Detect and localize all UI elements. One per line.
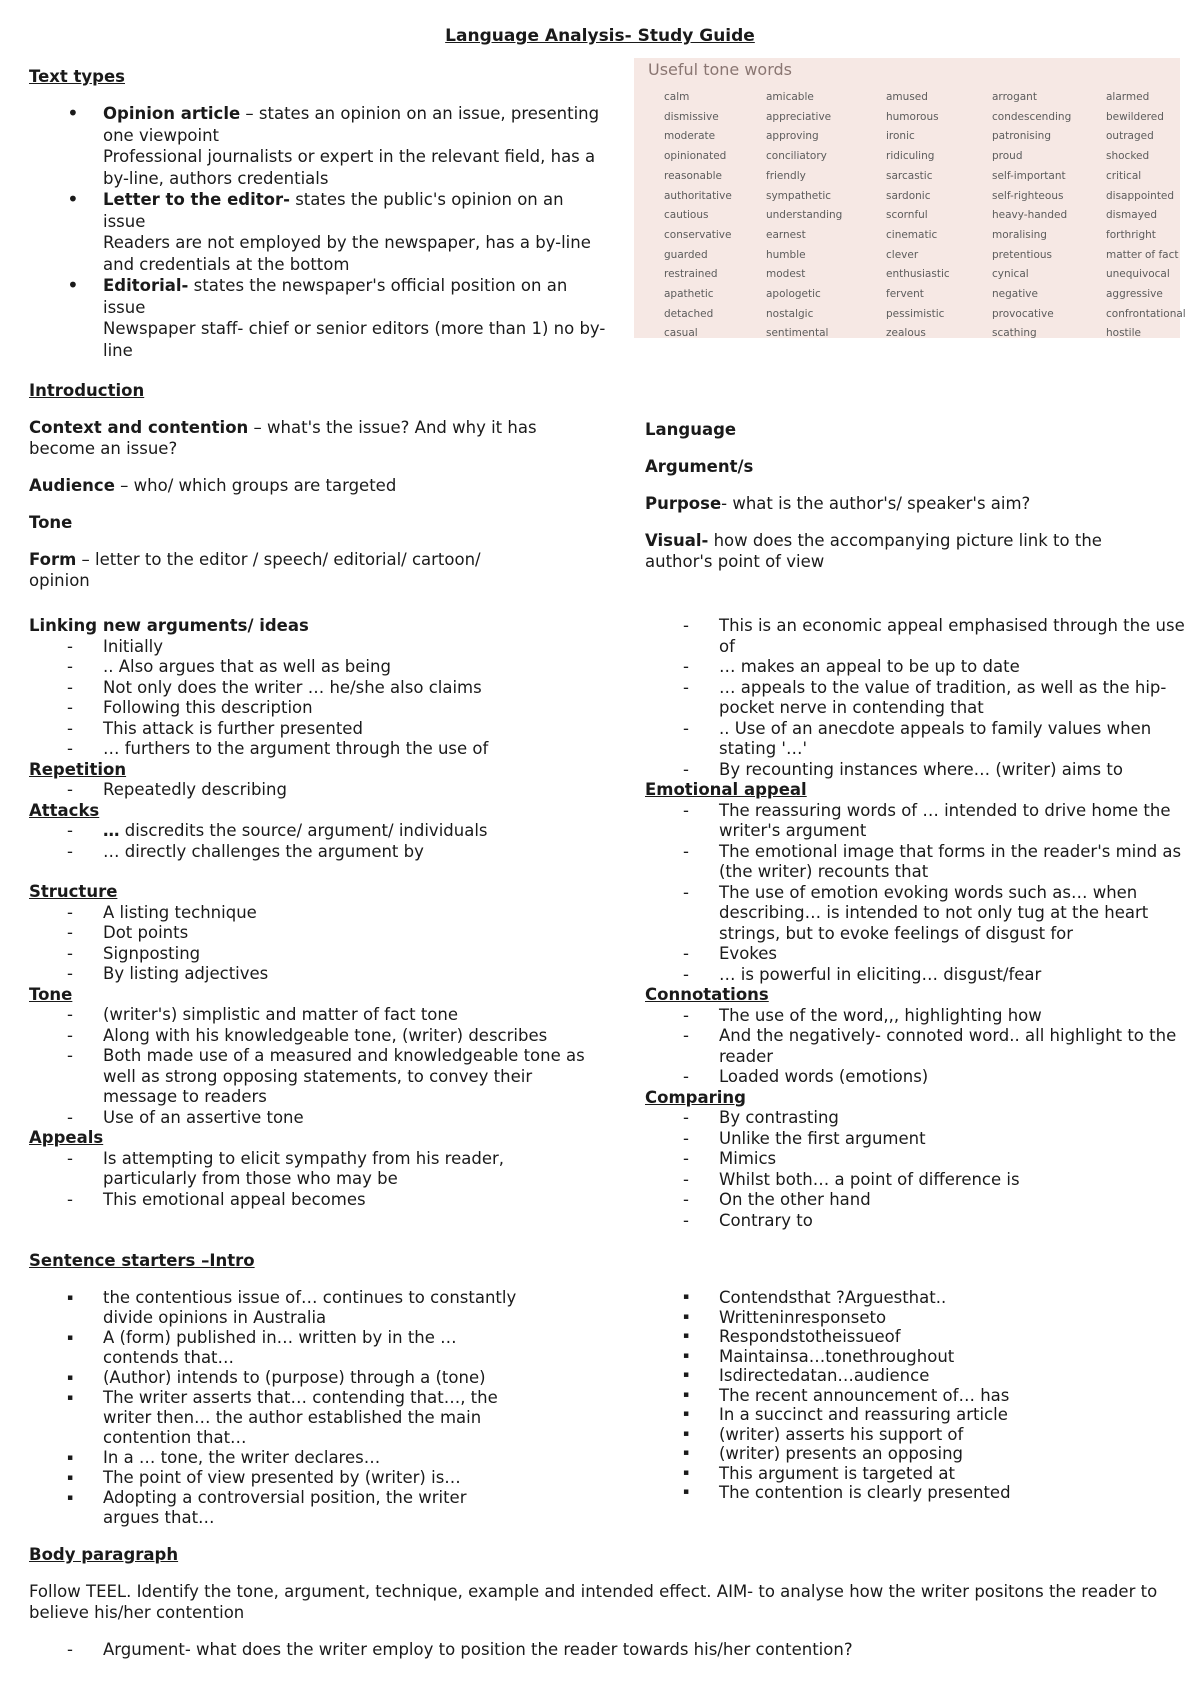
dash-marker: - — [683, 616, 689, 635]
text-types-section — [29, 66, 609, 361]
sentence-starters-heading-wrap — [29, 1250, 589, 1271]
introduction-heading: Introduction — [29, 381, 145, 400]
structure-list — [29, 903, 589, 985]
list-item-text: By contrasting — [719, 1108, 839, 1127]
list-item — [645, 944, 1190, 965]
tone-word: friendly — [766, 169, 806, 182]
dash-marker: - — [67, 1005, 73, 1024]
list-item-text: The recent announcement of… has — [719, 1385, 1010, 1405]
dash-marker: - — [683, 759, 689, 779]
tone-word: zealous — [886, 327, 926, 340]
list-item-text: (writer's) simplistic and matter of fact tone — [103, 1005, 458, 1024]
tone-word: reasonable — [664, 169, 723, 182]
tone-word: outraged — [1106, 130, 1154, 143]
list-item — [29, 1448, 589, 1468]
dash-marker: ▪ — [67, 1493, 74, 1503]
list-item — [645, 1006, 1190, 1027]
repetition-list — [29, 780, 589, 801]
list-item — [645, 883, 1190, 945]
dash-marker: - — [683, 657, 689, 676]
list-item — [645, 801, 1190, 842]
dash-marker: ▪ — [67, 1293, 74, 1303]
dash-marker: ▪ — [683, 1409, 690, 1419]
list-item-text: (writer) presents an opposing — [719, 1444, 964, 1463]
dash-marker: - — [683, 1108, 689, 1127]
list-item — [645, 719, 1190, 760]
tone-word: moralising — [992, 228, 1047, 241]
dash-marker: - — [67, 943, 73, 963]
list-item — [645, 1108, 1190, 1129]
dash-marker: - — [683, 800, 689, 820]
connotations-list — [645, 1006, 1190, 1088]
list-item-text: The contention is clearly presented — [719, 1483, 1011, 1502]
list-item — [645, 1067, 1190, 1088]
tone-word: restrained — [664, 268, 718, 281]
tone-word: unequivocal — [1106, 268, 1170, 281]
dash-marker: ▪ — [67, 1373, 74, 1383]
list-item — [29, 698, 589, 719]
list-item-text: Adopting a controversial position, the writer argues that… — [103, 1488, 467, 1527]
list-item — [645, 1444, 1190, 1464]
list-item-text: Not only does the writer … he/she also claims — [103, 677, 482, 697]
tone-word: forthright — [1106, 228, 1156, 241]
tone-word: appreciative — [766, 110, 832, 123]
dash-marker: - — [683, 718, 689, 738]
tone-word: confrontational — [1106, 307, 1186, 320]
dash-marker: - — [67, 902, 73, 922]
dash-marker: - — [683, 944, 689, 963]
list-item — [29, 1026, 589, 1047]
tone-word: amused — [886, 91, 928, 103]
list-item-text: Respondstotheissueof — [719, 1327, 901, 1346]
comparing-heading: Comparing — [645, 1087, 746, 1107]
list-item — [29, 1108, 589, 1129]
list-item-text: The writer asserts that… contending that…, the writer then… the author established the main contention that… — [103, 1388, 498, 1447]
dash-marker: - — [683, 1210, 689, 1230]
tone-word: provocative — [992, 307, 1054, 320]
list-item — [645, 1464, 1190, 1484]
list-item-text: … is powerful in eliciting… disgust/fear — [719, 964, 1042, 984]
tone-word: sardonic — [886, 189, 931, 202]
list-item-text: Contendsthat ?Arguesthat.. — [719, 1288, 947, 1307]
list-item — [29, 1639, 1169, 1660]
list-item — [29, 1468, 589, 1488]
list-item-text: The point of view presented by (writer) is… — [103, 1468, 461, 1487]
dash-marker: - — [683, 677, 689, 697]
list-item — [29, 678, 589, 699]
list-item — [29, 903, 589, 924]
list-item — [29, 719, 589, 740]
list-item-text: Dot points — [103, 923, 189, 942]
body-paragraph-list — [29, 1639, 1169, 1660]
tone-word: critical — [1106, 169, 1142, 182]
list-item-text: Along with his knowledgeable tone, (writer) describes — [103, 1025, 548, 1045]
dash-marker: ▪ — [67, 1453, 74, 1463]
dash-marker: ▪ — [67, 1393, 74, 1403]
dash-marker: - — [67, 1640, 73, 1659]
list-item — [29, 964, 589, 985]
dash-marker: - — [67, 677, 73, 697]
dash-marker: ▪ — [683, 1292, 690, 1302]
list-item: - … discredits the source/ argument/ individuals — [67, 821, 488, 840]
list-item — [29, 1388, 589, 1448]
tone-word: cynical — [992, 268, 1029, 281]
dash-marker: - — [683, 1026, 689, 1045]
dash-marker: - — [683, 964, 689, 984]
tone-word: hostile — [1106, 327, 1141, 340]
starters-right-list — [645, 1288, 1190, 1503]
dash-marker: ▪ — [683, 1448, 690, 1458]
dash-marker: ▪ — [683, 1467, 690, 1478]
list-item — [645, 842, 1190, 883]
page-title: Language Analysis- Study Guide — [445, 26, 755, 46]
tone-word: pretentious — [992, 248, 1053, 261]
tone-words-grid — [664, 88, 1184, 344]
dash-marker: - — [67, 1107, 73, 1127]
tone-word: ridiculing — [886, 150, 935, 163]
list-item — [645, 1129, 1190, 1150]
list-item-text: Writteninresponseto — [719, 1307, 887, 1327]
list-item — [29, 1288, 589, 1328]
tone-word: modest — [766, 268, 806, 281]
list-item-text: … appeals to the value of tradition, as well as the hip-pocket nerve in contending that — [719, 677, 1167, 717]
list-item-text: … directly challenges the argument by — [103, 841, 424, 861]
tone-word: humble — [766, 248, 806, 261]
list-item — [645, 1288, 1190, 1308]
tone-word: apologetic — [766, 288, 821, 301]
body-paragraph-heading: Body paragraph — [29, 1545, 179, 1564]
list-item-text: And the negatively- connoted word.. all highlight to the reader — [719, 1026, 1177, 1066]
tone-word: approving — [766, 130, 819, 143]
tone-word: nostalgic — [766, 307, 814, 320]
tone-word: authoritative — [664, 189, 732, 202]
list-item: • Opinion article – states an opinion on an issue, presenting one viewpoint Professional journalists or expert in the relevant field, has a by-line, authors credentials — [67, 101, 600, 188]
list-item-text: Signposting — [103, 943, 201, 963]
sentence-starters-heading: Sentence starters –Intro — [29, 1251, 255, 1270]
linking-list — [29, 637, 589, 760]
list-item-text: This is an economic appeal emphasised through the use of — [719, 616, 1185, 656]
list-item-text: This emotional appeal becomes — [103, 1189, 366, 1209]
dash-marker: - — [683, 1005, 689, 1025]
list-item-text: Isdirectedatan…audience — [719, 1366, 930, 1385]
tone-word: detached — [664, 307, 714, 320]
list-item — [645, 1170, 1190, 1191]
tone-word: earnest — [766, 228, 806, 241]
dash-marker: - — [67, 1025, 73, 1045]
list-item-text: A listing technique — [103, 902, 257, 922]
list-item-text: Argument- what does the writer employ to position the reader towards his/her contention? — [103, 1640, 853, 1659]
list-item-text: In a … tone, the writer declares… — [103, 1448, 381, 1467]
tone-word: fervent — [886, 288, 924, 301]
tone-list — [29, 1005, 589, 1128]
list-item — [29, 1149, 589, 1190]
right-appeals-list — [645, 616, 1190, 780]
structure-heading: Structure — [29, 882, 118, 901]
linking-heading: Linking new arguments/ ideas — [29, 616, 309, 635]
dash-marker: - — [683, 1067, 689, 1086]
dash-marker: - — [683, 1128, 689, 1148]
list-item — [29, 739, 589, 760]
list-item-text: The reassuring words of … intended to drive home the writer's argument — [719, 800, 1171, 840]
tone-word: scornful — [886, 209, 928, 222]
list-item-text: Both made use of a measured and knowledgeable tone as well as strong opposing statements, to convey their message to readers — [103, 1046, 585, 1106]
list-item-text: Use of an assertive tone — [103, 1107, 304, 1127]
introduction-right: Language Argument/s Purpose- what is the author's/ speaker's aim? Visual- how does the accompanying picture link to the author's point of view — [645, 419, 1165, 572]
tone-word: negative — [992, 288, 1038, 301]
dash-marker: - — [67, 698, 73, 717]
dash-marker: ▪ — [683, 1428, 690, 1439]
emotional-appeal-heading: Emotional appeal — [645, 780, 807, 799]
list-item-text: This argument is targeted at — [719, 1463, 955, 1483]
tone-word: self-important — [992, 169, 1066, 182]
tone-word: enthusiastic — [886, 268, 950, 281]
list-item-text: Initially — [103, 636, 164, 656]
dash-marker: - — [67, 1189, 73, 1209]
list-item — [645, 1483, 1190, 1503]
body-paragraph-text: Follow TEEL. Identify the tone, argument, technique, example and intended effect. AIM- to analyse how the writer positons the reader to believe his/her contention — [29, 1582, 1158, 1622]
attacks-heading: Attacks — [29, 800, 100, 820]
dash-marker: ▪ — [683, 1311, 690, 1322]
list-item-text: the contentious issue of… continues to constantly divide opinions in Australia — [103, 1288, 517, 1327]
tone-label: Tone — [29, 513, 73, 532]
dash-marker: - — [67, 739, 73, 758]
list-item-text: The emotional image that forms in the reader's mind as (the writer) recounts that — [719, 841, 1182, 881]
list-item-text: By listing adjectives — [103, 964, 269, 983]
tone-word: calm — [664, 91, 690, 103]
list-item: • Editorial- states the newspaper's official position on an issue Newspaper staff- chief or senior editors (more than 1) no by-line — [67, 273, 606, 360]
list-item — [645, 1405, 1190, 1425]
list-item-text: The use of the word,,, highlighting how — [719, 1005, 1042, 1025]
list-item — [645, 1366, 1190, 1386]
list-item-text: Unlike the first argument — [719, 1128, 926, 1148]
tone-word: ironic — [886, 130, 915, 143]
body-paragraph-section — [29, 1544, 1169, 1660]
tone-word: amicable — [766, 91, 814, 103]
list-item — [645, 1308, 1190, 1328]
list-item — [29, 1005, 589, 1026]
list-item — [29, 1190, 589, 1211]
dash-marker: - — [67, 657, 73, 676]
list-item — [645, 1190, 1190, 1211]
list-item — [29, 842, 589, 863]
tone-word: bewildered — [1106, 110, 1164, 123]
dash-marker: - — [683, 882, 689, 902]
list-item-text: A (form) published in… written by in the … contends that… — [103, 1328, 457, 1367]
dash-marker: - — [683, 1169, 689, 1189]
attacks-list — [29, 842, 589, 863]
list-item-text: … makes an appeal to be up to date — [719, 657, 1020, 676]
dash-marker: - — [67, 964, 73, 983]
dash-marker: - — [683, 841, 689, 861]
list-item-text: Maintainsa…tonethroughout — [719, 1346, 955, 1366]
list-item-text: Whilst both… a point of difference is — [719, 1169, 1020, 1189]
list-item — [29, 1368, 589, 1388]
tone-word: pessimistic — [886, 307, 945, 320]
list-item — [645, 616, 1190, 657]
dash-marker: - — [683, 1149, 689, 1168]
list-item — [645, 1425, 1190, 1445]
list-item — [29, 1328, 589, 1368]
list-item-text: Mimics — [719, 1149, 777, 1168]
tone-word: condescending — [992, 110, 1072, 123]
tone-word: cinematic — [886, 228, 938, 241]
list-item — [645, 1327, 1190, 1347]
list-item — [645, 1026, 1190, 1067]
tone-word: apathetic — [664, 288, 714, 301]
sentence-starters-right — [645, 1288, 1190, 1503]
tone-word: moderate — [664, 130, 716, 143]
list-item — [29, 923, 589, 944]
tone-words-title: Useful tone words — [648, 60, 792, 79]
list-item-text: The use of emotion evoking words such as… when describing… is intended to not only tug at the heart strings, but to evoke feelings of disgust for — [719, 882, 1149, 943]
tone-word: guarded — [664, 248, 708, 261]
dash-marker: ▪ — [683, 1331, 690, 1341]
dash-marker: - — [67, 636, 73, 656]
list-item-text: Is attempting to elicit sympathy from his reader, particularly from those who may be — [103, 1148, 505, 1188]
tone-word: matter of fact — [1106, 248, 1179, 261]
comparing-list — [645, 1108, 1190, 1231]
tone-word: clever — [886, 248, 919, 261]
sentence-starters-left — [29, 1288, 589, 1528]
list-item — [29, 657, 589, 678]
repetition-heading: Repetition — [29, 759, 127, 779]
tone-word: proud — [992, 150, 1023, 163]
tone-word: disappointed — [1106, 189, 1175, 202]
tone-word: arrogant — [992, 91, 1037, 103]
dash-marker: - — [683, 1190, 689, 1209]
list-item — [29, 637, 589, 658]
right-techniques — [645, 616, 1190, 1231]
dash-marker: - — [67, 780, 73, 799]
appeals-heading: Appeals — [29, 1128, 104, 1147]
dash-marker: - — [67, 923, 73, 942]
tone-word: conservative — [664, 228, 732, 241]
dash-marker: ▪ — [683, 1370, 690, 1380]
list-item — [645, 965, 1190, 986]
tone-word: heavy-handed — [992, 209, 1068, 222]
tone-word: opinionated — [664, 150, 727, 163]
list-item — [645, 760, 1190, 781]
list-item — [645, 1211, 1190, 1232]
introduction-section: Introduction Context and contention – what's the issue? And why it has become an issue? Audience – who/ which groups are targeted Tone Form – letter to the editor / speech/ editorial/ cartoon/ opinion — [29, 380, 589, 591]
dash-marker: - — [67, 1046, 73, 1065]
list-item: • Letter to the editor- states the public's opinion on an issue Readers are not employed by the newspaper, has a by-line and credentials at the bottom — [67, 187, 591, 274]
tone-word: shocked — [1106, 150, 1150, 163]
connotations-heading: Connotations — [645, 985, 769, 1004]
list-item-text: Repeatedly describing — [103, 780, 287, 799]
dash-marker: ▪ — [683, 1389, 690, 1400]
list-item — [645, 1386, 1190, 1406]
tone-word: sympathetic — [766, 189, 832, 202]
arguments-label: Argument/s — [645, 457, 754, 476]
list-item-text: By recounting instances where… (writer) aims to — [719, 759, 1123, 779]
list-item-text: (Author) intends to (purpose) through a (tone) — [103, 1368, 486, 1387]
dash-marker: ▪ — [67, 1333, 74, 1343]
tone-word: dismissive — [664, 110, 719, 123]
tone-word: sarcastic — [886, 169, 933, 182]
list-item-text: Following this description — [103, 698, 313, 717]
list-item — [29, 780, 589, 801]
list-item — [645, 657, 1190, 678]
tone-word: casual — [664, 327, 698, 340]
tone-word: dismayed — [1106, 209, 1158, 222]
text-types-heading: Text types — [29, 67, 125, 86]
tone-word: sentimental — [766, 327, 829, 340]
list-item-text: Loaded words (emotions) — [719, 1067, 929, 1086]
tone-word: scathing — [992, 327, 1037, 340]
list-item — [29, 1488, 589, 1528]
left-techniques — [29, 616, 589, 1210]
list-item-text: On the other hand — [719, 1190, 871, 1209]
language-label: Language — [645, 420, 737, 439]
tone-word: aggressive — [1106, 288, 1163, 301]
list-item — [645, 1149, 1190, 1170]
tone-word: alarmed — [1106, 91, 1150, 103]
tone-word: understanding — [766, 209, 843, 222]
list-item-text: In a succinct and reassuring article — [719, 1405, 1008, 1424]
tone-word: patronising — [992, 130, 1052, 143]
dash-marker: ▪ — [67, 1473, 74, 1483]
emotional-appeal-list — [645, 801, 1190, 986]
list-item-text: This attack is further presented — [103, 718, 363, 738]
tone-word: conciliatory — [766, 150, 827, 163]
list-item-text: .. Use of an anecdote appeals to family values when stating '…' — [719, 718, 1152, 758]
tone-heading: Tone — [29, 984, 73, 1004]
starters-left-list — [29, 1288, 589, 1528]
text-types-list — [29, 103, 609, 361]
tone-word: self-righteous — [992, 189, 1064, 202]
tone-word: cautious — [664, 209, 709, 222]
list-item — [29, 944, 589, 965]
appeals-list — [29, 1149, 589, 1211]
dash-marker: - — [67, 841, 73, 861]
tone-word: humorous — [886, 110, 939, 123]
dash-marker: - — [67, 1148, 73, 1168]
list-item — [645, 1347, 1190, 1367]
list-item — [29, 1046, 589, 1108]
list-item — [645, 678, 1190, 719]
list-item-text: (writer) asserts his support of — [719, 1424, 964, 1444]
list-item-text: Evokes — [719, 944, 777, 963]
list-item-text: … furthers to the argument through the use of — [103, 739, 489, 758]
dash-marker: - — [67, 718, 73, 738]
list-item-text: Contrary to — [719, 1210, 813, 1230]
dash-marker: ▪ — [683, 1487, 690, 1497]
dash-marker: ▪ — [683, 1350, 690, 1361]
list-item-text: .. Also argues that as well as being — [103, 657, 391, 676]
